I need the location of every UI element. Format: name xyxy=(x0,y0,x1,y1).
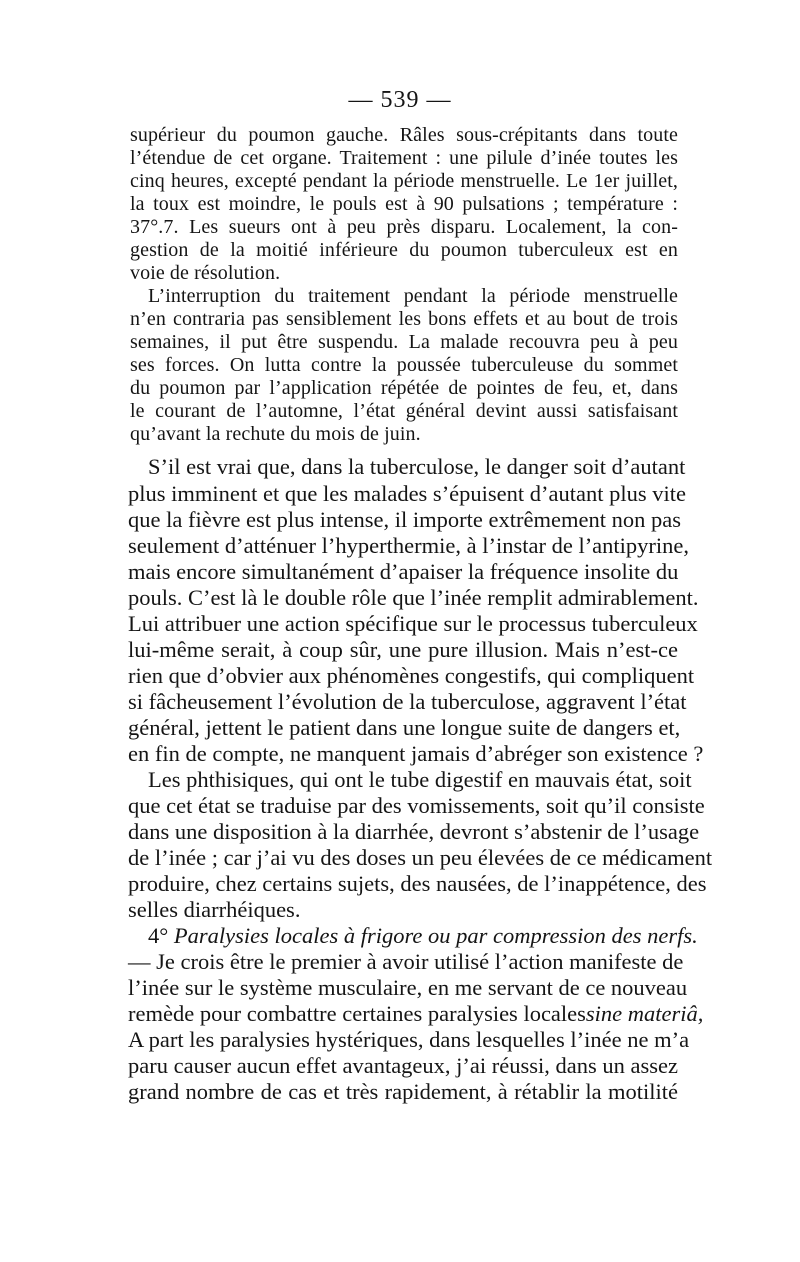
text-line: selles diarrhéiques. xyxy=(128,897,301,922)
text-line: en fin de compte, ne manquent jamais d’abréger son existence ? xyxy=(128,741,704,766)
text-line: voie de résolution. xyxy=(130,262,281,284)
text-line: n’en contraria pas sensiblement les bons effets et au bout de trois xyxy=(130,308,678,330)
page-number: — 539 — xyxy=(348,87,452,113)
text-line: la toux est moindre, le pouls est à 90 pulsations ; température : xyxy=(130,193,678,215)
text-line: l’inée sur le système musculaire, en me servant de ce nouveau xyxy=(128,975,688,1000)
text-line: semaines, il put être suspendu. La malade recouvra peu à peu xyxy=(130,331,678,353)
text-line: le courant de l’automne, l’état général devint aussi satisfaisant xyxy=(130,400,678,422)
section-number: 4° xyxy=(148,923,169,948)
text-line: de l’inée ; car j’ai vu des doses un peu élevées de ce médicament xyxy=(128,845,713,870)
text-line: grand nombre de cas et très rapidement, à rétablir la motilité xyxy=(128,1079,678,1104)
text-line: que la fièvre est plus intense, il importe extrêmement non pas xyxy=(128,507,681,532)
text-line: Les phthisiques, qui ont le tube digestif en mauvais état, soit xyxy=(148,767,692,792)
text-line: général, jettent le patient dans une longue suite de dangers et, xyxy=(128,715,681,740)
text-line: si fâcheusement l’évolution de la tuberculose, aggravent l’état xyxy=(128,689,687,714)
text-line: gestion de la moitié inférieure du poumon tuberculeux est en xyxy=(130,239,678,261)
text-line: Lui attribuer une action spécifique sur le processus tuberculeux xyxy=(128,611,698,636)
text-line xyxy=(128,1001,704,1027)
text-line: pouls. C’est là le double rôle que l’inée remplit admirablement. xyxy=(128,585,699,610)
text-line: lui-même serait, à coup sûr, une pure illusion. Mais n’est-ce xyxy=(128,637,678,662)
text-line: supérieur du poumon gauche. Râles sous-crépitants dans toute xyxy=(130,124,678,146)
text-line: paru causer aucun effet avantageux, j’ai réussi, dans un assez xyxy=(128,1053,678,1078)
text-line: plus imminent et que les malades s’épuisent d’autant plus vite xyxy=(128,481,687,506)
text-line: produire, chez certains sujets, des nausées, de l’inappétence, des xyxy=(128,871,707,896)
text-line: seulement d’atténuer l’hyperthermie, à l’instar de l’antipyrine, xyxy=(128,533,690,558)
text-line: qu’avant la rechute du mois de juin. xyxy=(130,423,421,445)
text-line: S’il est vrai que, dans la tuberculose, le danger soit d’autant xyxy=(148,454,686,479)
text-line: que cet état se traduise par des vomissements, soit qu’il consiste xyxy=(128,793,705,818)
text-line: l’étendue de cet organe. Traitement : une pilule d’inée toutes les xyxy=(130,147,678,169)
text-line: — Je crois être le premier à avoir utilisé l’action manifeste de xyxy=(128,949,684,974)
latin-phrase: sine materiâ, xyxy=(585,1001,704,1026)
section-heading xyxy=(148,923,698,949)
text-line: ses forces. On lutta contre la poussée tuberculeuse du sommet xyxy=(130,354,678,376)
text-line: L’interruption du traitement pendant la période menstruelle xyxy=(148,285,678,307)
text-line: dans une disposition à la diarrhée, devront s’abstenir de l’usage xyxy=(128,819,700,844)
section-title: Paralysies locales à frigore ou par compression des nerfs. xyxy=(173,923,698,948)
text-line: A part les paralysies hystériques, dans lesquelles l’inée ne m’a xyxy=(128,1027,690,1052)
text-line: mais encore simultanément d’apaiser la fréquence insolite du xyxy=(128,559,679,584)
text-line: cinq heures, excepté pendant la période menstruelle. Le 1er juillet, xyxy=(130,170,678,192)
text-line-main: remède pour combattre certaines paralysies locales xyxy=(128,1001,586,1026)
text-line: 37°.7. Les sueurs ont à peu près disparu. Localement, la con- xyxy=(130,216,678,238)
text-line: rien que d’obvier aux phénomènes congestifs, qui compliquent xyxy=(128,663,695,688)
text-line: du poumon par l’application répétée de pointes de feu, et, dans xyxy=(130,377,678,399)
